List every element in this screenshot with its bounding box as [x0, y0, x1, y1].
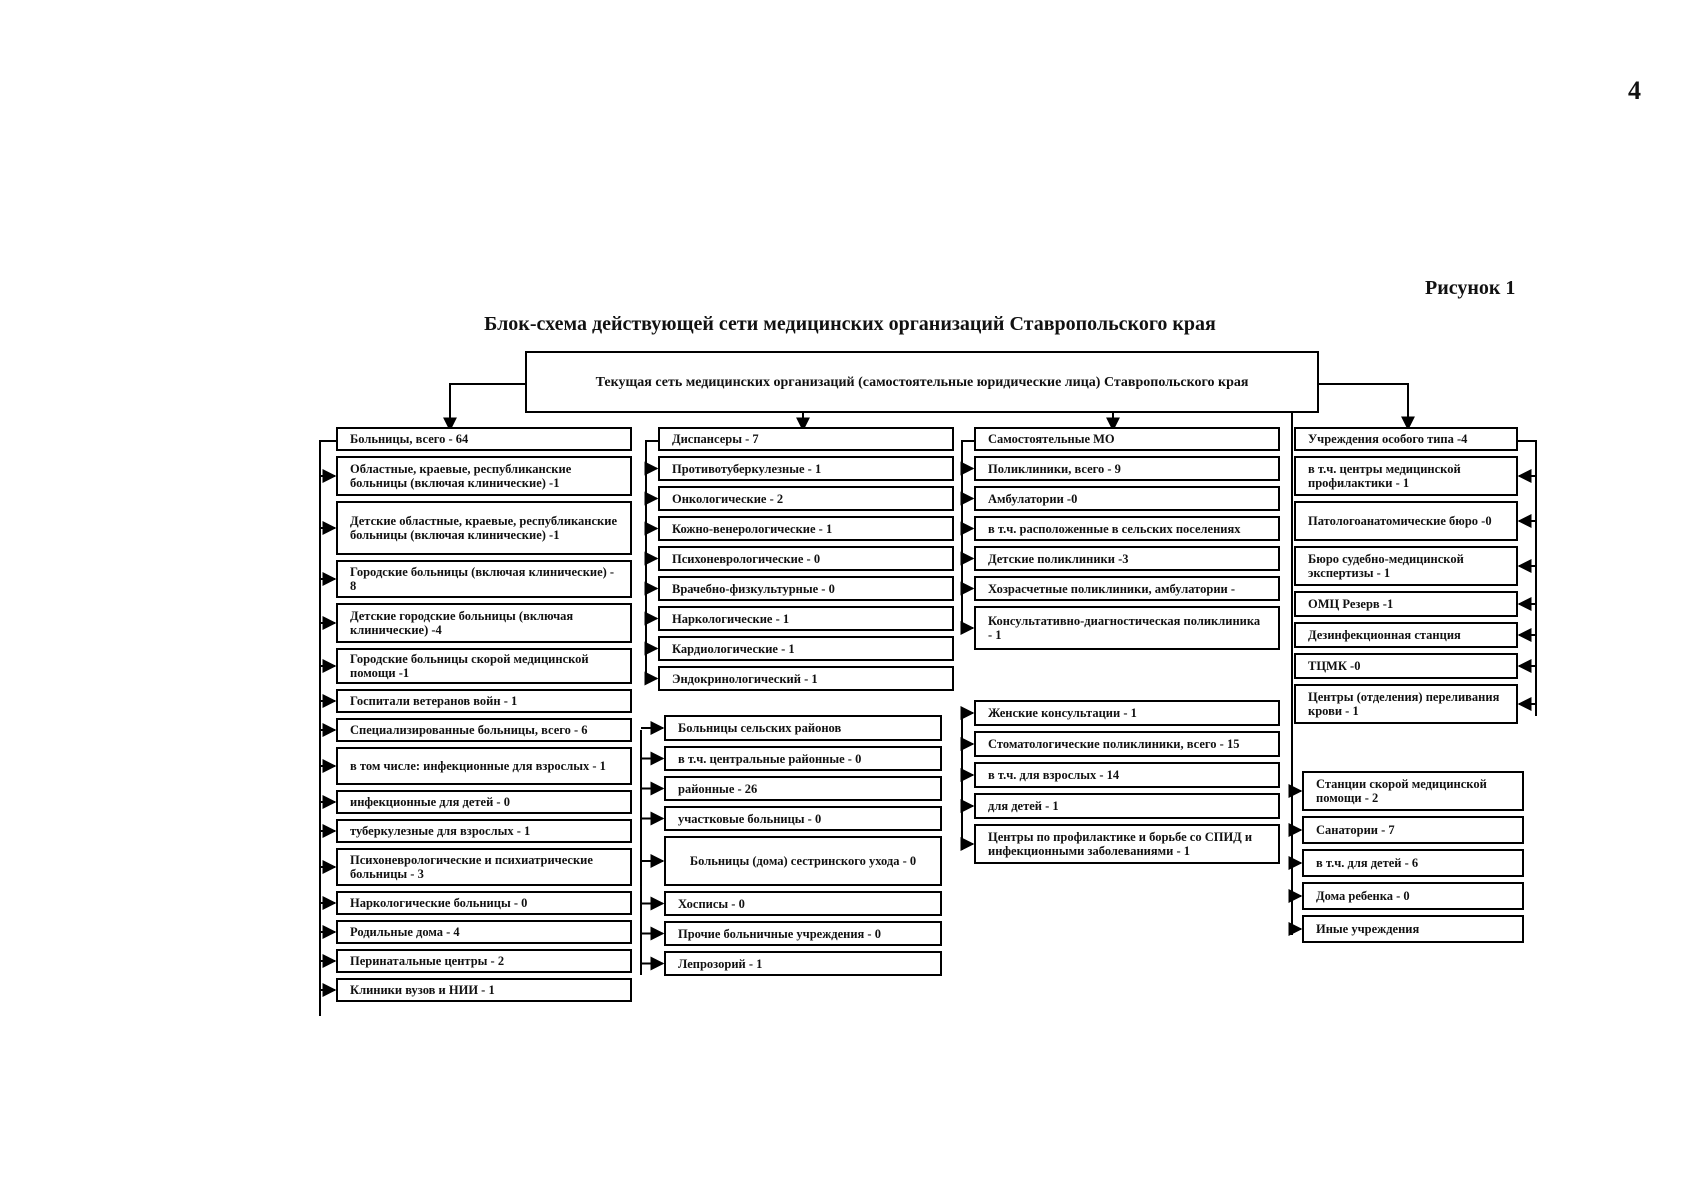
col4b-node-5: Иные учреждения — [1302, 915, 1524, 943]
col4-node-6: ТЦМК -0 — [1294, 653, 1518, 679]
col1-header-box — [336, 427, 632, 451]
root-node — [525, 351, 1319, 413]
col3b-node-4: для детей - 1 — [974, 793, 1280, 819]
col3-node-6: Консультативно-диагностическая поликлиника - 1 — [974, 606, 1280, 650]
column-rural-hospitals — [664, 715, 942, 976]
col3-header: Самостоятельные МО — [988, 432, 1115, 446]
col3b-node-2: Стоматологические поликлиники, всего - 15 — [974, 731, 1280, 757]
col3-node-2: Амбулатории -0 — [974, 486, 1280, 511]
root-to-col1-arrow — [450, 384, 525, 430]
col1-node-7: Специализированные больницы, всего - 6 — [336, 718, 632, 742]
col4-node-5: Дезинфекционная станция — [1294, 622, 1518, 648]
col1-node-13: Родильные дома - 4 — [336, 920, 632, 944]
page-number: 4 — [1628, 76, 1641, 105]
col2b-node-3: районные - 26 — [664, 776, 942, 801]
col2-node-1: Противотуберкулезные - 1 — [658, 456, 954, 481]
col4-node-7: Центры (отделения) переливания крови - 1 — [1294, 684, 1518, 724]
column-consultations — [974, 700, 1280, 864]
col4-node-2: Патологоанатомические бюро -0 — [1294, 501, 1518, 541]
col1-node-9: инфекционные для детей - 0 — [336, 790, 632, 814]
root-to-col4-arrow — [1319, 384, 1408, 429]
col4-node-1: в т.ч. центры медицинской профилактики - 1 — [1294, 456, 1518, 496]
col2b-node-1: Больницы сельских районов — [664, 715, 942, 741]
col2-node-4: Психоневрологические - 0 — [658, 546, 954, 571]
col1-node-3: Городские больницы (включая клинические) - 8 — [336, 560, 632, 598]
col4b-node-1: Станции скорой медицинской помощи - 2 — [1302, 771, 1524, 811]
col4-node-4: ОМЦ Резерв -1 — [1294, 591, 1518, 617]
col2b-node-7: Прочие больничные учреждения - 0 — [664, 921, 942, 946]
column-special-type — [1294, 427, 1518, 724]
col2b-node-4: участковые больницы - 0 — [664, 806, 942, 831]
col3b-node-3: в т.ч. для взрослых - 14 — [974, 762, 1280, 788]
col3-node-4: Детские поликлиники -3 — [974, 546, 1280, 571]
col3-header-box — [974, 427, 1280, 451]
col1-node-6: Госпитали ветеранов войн - 1 — [336, 689, 632, 713]
col1-node-5: Городские больницы скорой медицинской помощи -1 — [336, 648, 632, 684]
diagram-title: Блок-схема действующей сети медицинских организаций Ставропольского края — [484, 313, 1216, 335]
col2-node-8: Эндокринологический - 1 — [658, 666, 954, 691]
col2-node-3: Кожно-венерологические - 1 — [658, 516, 954, 541]
column-hospitals — [336, 427, 632, 1002]
col2b-node-8: Лепрозорий - 1 — [664, 951, 942, 976]
column-dispensaries — [658, 427, 954, 691]
col2-header-box — [658, 427, 954, 451]
col1-node-11: Психоневрологические и психиатрические больницы - 3 — [336, 848, 632, 886]
root-label: Текущая сеть медицинских организаций (самостоятельные юридические лица) Ставропольского края — [595, 374, 1249, 390]
col2b-node-2: в т.ч. центральные районные - 0 — [664, 746, 942, 771]
col2-node-7: Кардиологические - 1 — [658, 636, 954, 661]
col1-header: Больницы, всего - 64 — [350, 432, 469, 446]
col2-node-2: Онкологические - 2 — [658, 486, 954, 511]
column-other-institutions — [1302, 771, 1524, 943]
column-independent-mo — [974, 427, 1280, 650]
col4-trunk — [1518, 441, 1536, 716]
col4b-node-2: Санатории - 7 — [1302, 816, 1524, 844]
col1-node-8: в том числе: инфекционные для взрослых - 1 — [336, 747, 632, 785]
col1-node-1: Областные, краевые, республиканские больницы (включая клинические) -1 — [336, 456, 632, 496]
col2b-node-6: Хосписы - 0 — [664, 891, 942, 916]
col1-node-14: Перинатальные центры - 2 — [336, 949, 632, 973]
col2-node-5: Врачебно-физкультурные - 0 — [658, 576, 954, 601]
col4-header-box — [1294, 427, 1518, 451]
col1-node-2: Детские областные, краевые, республиканские больницы (включая клинические) -1 — [336, 501, 632, 555]
col3-node-5: Хозрасчетные поликлиники, амбулатории - — [974, 576, 1280, 601]
col1-node-10: туберкулезные для взрослых - 1 — [336, 819, 632, 843]
col2-header: Диспансеры - 7 — [672, 432, 759, 446]
figure-label: Рисунок 1 — [1425, 277, 1516, 299]
col4-header: Учреждения особого типа -4 — [1308, 432, 1468, 446]
col3b-node-5: Центры по профилактике и борьбе со СПИД и инфекционными заболеваниями - 1 — [974, 824, 1280, 864]
col2-node-6: Наркологические - 1 — [658, 606, 954, 631]
col3-node-3: в т.ч. расположенные в сельских поселениях — [974, 516, 1280, 541]
col1-node-12: Наркологические больницы - 0 — [336, 891, 632, 915]
col4-node-3: Бюро судебно-медицинской экспертизы - 1 — [1294, 546, 1518, 586]
col3-node-1: Поликлиники, всего - 9 — [974, 456, 1280, 481]
col4b-node-4: Дома ребенка - 0 — [1302, 882, 1524, 910]
col2b-node-5: Больницы (дома) сестринского ухода - 0 — [664, 836, 942, 886]
col4b-node-3: в т.ч. для детей - 6 — [1302, 849, 1524, 877]
col1-node-4: Детские городские больницы (включая клинические) -4 — [336, 603, 632, 643]
col3b-node-1: Женские консультации - 1 — [974, 700, 1280, 726]
col1-node-15: Клиники вузов и НИИ - 1 — [336, 978, 632, 1002]
